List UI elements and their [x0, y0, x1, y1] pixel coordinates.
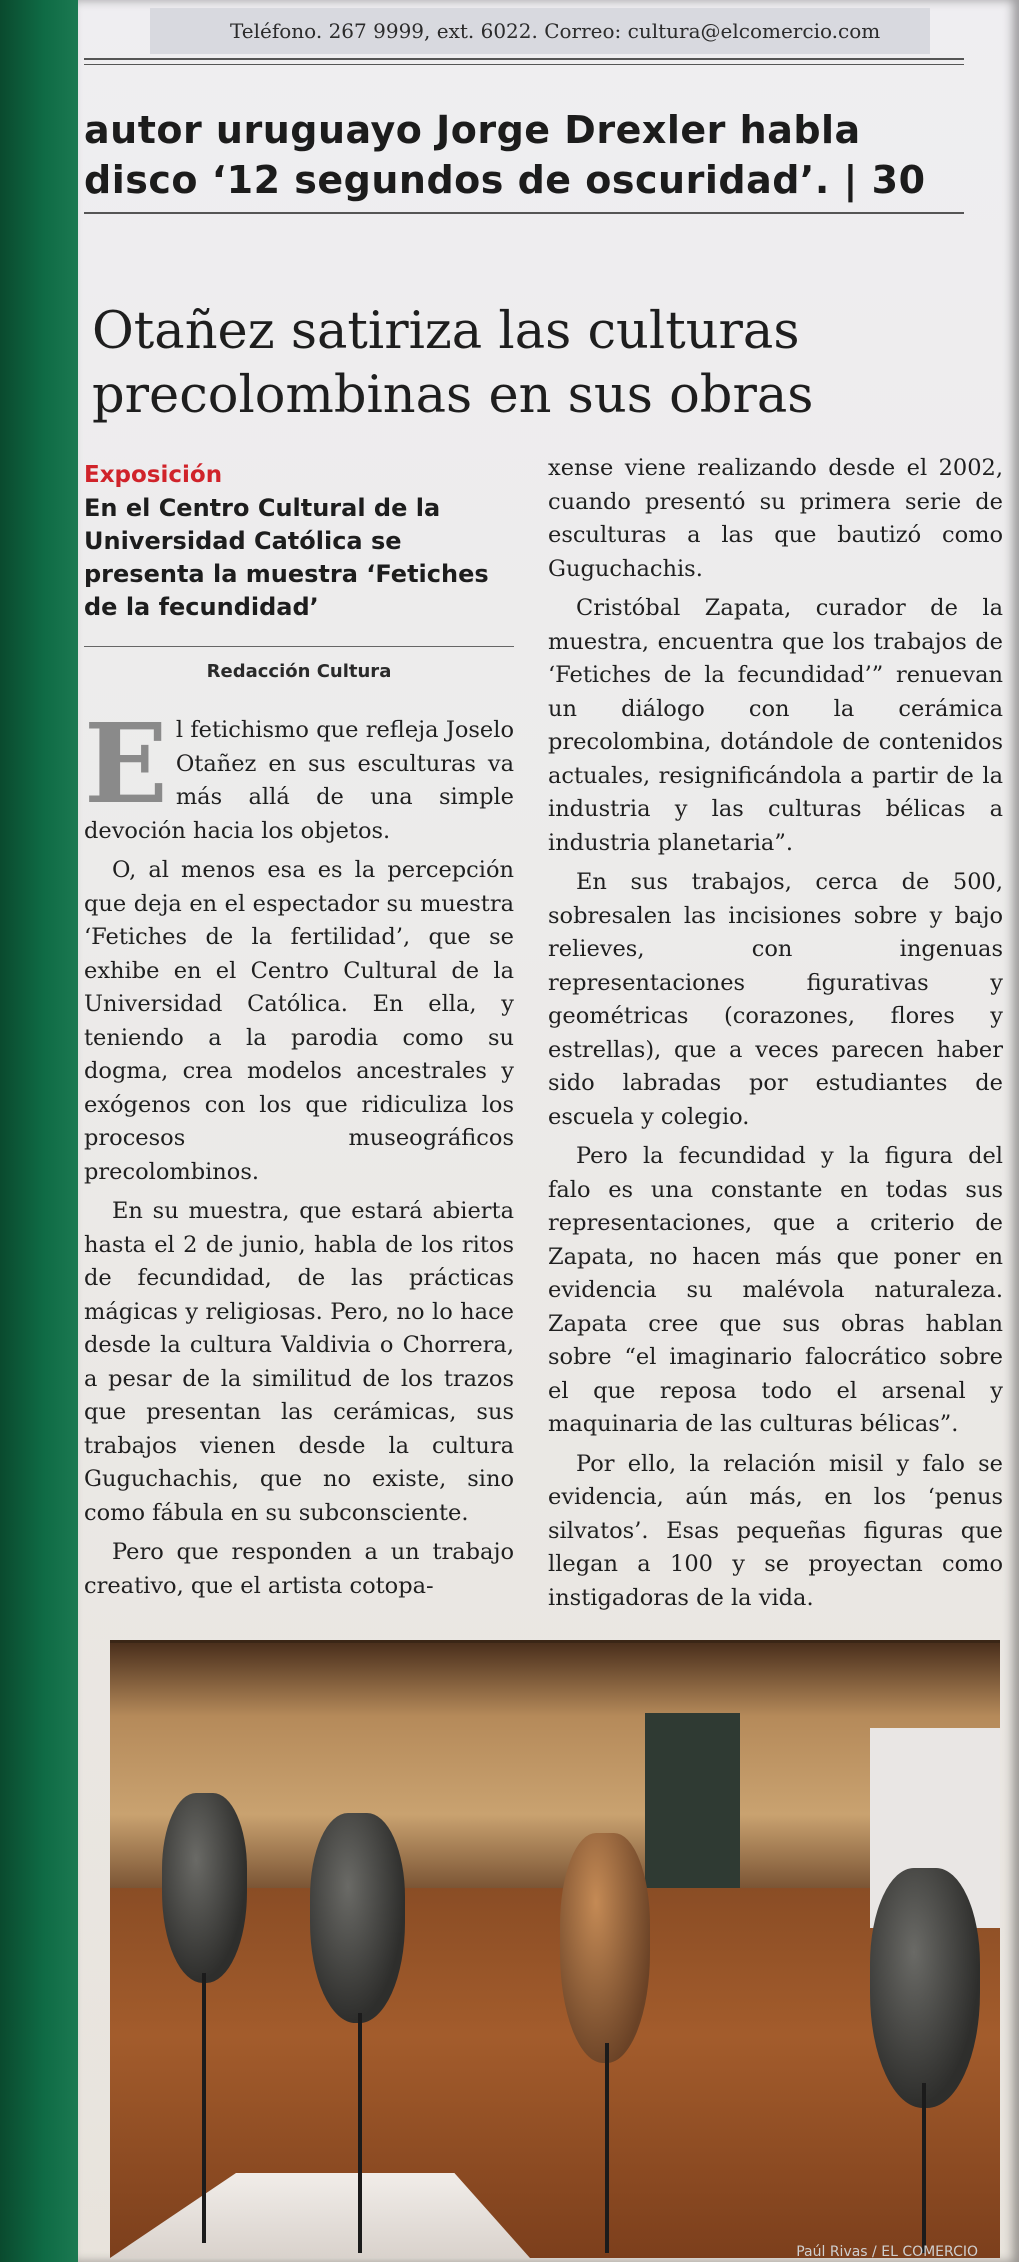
paragraph: Pero la fecundidad y la figura del falo es una constante en todas sus representaciones, que a criterio de Zapata, no hacen más que poner en evidencia su malévola naturaleza. Zapata cree que sus obras hablan sobre “el imaginario falocrático sobre el que reposa todo el arsenal y maquinaria de las culturas bélicas”. — [548, 1143, 1003, 1437]
teaser-page-ref: | 30 — [843, 158, 926, 202]
teaser-rule — [84, 212, 964, 214]
body-left — [84, 699, 514, 1603]
teaser — [84, 105, 944, 205]
byline-rule — [84, 646, 514, 647]
photo-ceramic-figure — [162, 1793, 247, 1983]
paragraph: En sus trabajos, cerca de 500, sobresalen las incisiones sobre y bajo relieves, con ingenuas representaciones figurativas y geométricas (corazones, flores y estrellas), que a veces parecen haber sido labradas por estudiantes de escuela y colegio. — [548, 869, 1003, 1130]
headline-line-2: precolombinas en sus obras — [92, 366, 814, 425]
paragraph-text: l fetichismo que refleja Joselo Otañez en sus esculturas va más allá de una simple devoción hacia los objetos. — [84, 717, 514, 844]
photo-figure-stand — [358, 2013, 362, 2253]
column-left — [84, 462, 514, 1603]
photo-figure-stand — [605, 2043, 609, 2253]
paragraph: Pero que responden a un trabajo creativo, que el artista cotopa- — [84, 1539, 514, 1599]
paragraph: En su muestra, que estará abierta hasta el 2 de junio, habla de los ritos de fecundidad, de las prácticas mágicas y religiosas. Pero, no lo hace desde la cultura Valdivia o Chorrera, a pesar de la similitud de los trazos que presentan las cerámicas, sus trabajos vienen desde la cultura Guguchachis, que no existe, sino como fábula en su subconsciente. — [84, 1198, 514, 1526]
header-rule — [84, 58, 964, 60]
photo-credit: Paúl Rivas / EL COMERCIO — [796, 2244, 978, 2258]
photo-figure-stand — [202, 1973, 206, 2243]
teaser-line-2: disco ‘12 segundos de oscuridad’. — [84, 158, 830, 202]
section-kicker: Exposición — [84, 462, 223, 488]
headline-line-1: Otañez satiriza las culturas — [92, 302, 800, 361]
drop-cap: E — [84, 699, 168, 828]
photo-figure-stand — [922, 2083, 926, 2253]
headline — [92, 300, 952, 428]
paragraph: Cristóbal Zapata, curador de la muestra, encuentra que los trabajos de ‘Fetiches de la fecundidad’” renuevan un diálogo con la cerámica precolombina, dotándole de contenidos actuales, resignificándola a partir de la industria y las culturas bélicas a industria planetaria”. — [548, 595, 1003, 856]
paragraph: Por ello, la relación misil y falo se evidencia, aún más, en los ‘penus silvatos’. Esas pequeñas figuras que llegan a 100 y se proyectan como instigadoras de la vida. — [548, 1450, 1003, 1611]
paragraph: xense viene realizando desde el 2002, cuando presentó su primera serie de esculturas a las que bautizó como Guguchachis. — [548, 455, 1003, 582]
deck: En el Centro Cultural de la Universidad Católica se presenta la muestra ‘Fetiches de la fecundidad’ — [84, 494, 489, 621]
photo-ceramic-figure — [870, 1868, 980, 2108]
teaser-line-2-wrap — [84, 155, 944, 205]
exhibition-photo — [110, 1640, 1000, 2258]
paragraph — [84, 699, 514, 848]
byline: Redacción Cultura — [206, 661, 392, 682]
column-right — [548, 452, 1003, 1615]
contact-line: Teléfono. 267 9999, ext. 6022. Correo: cultura@elcomercio.com — [150, 8, 930, 54]
photo-display-panel — [645, 1713, 740, 1888]
teaser-line-1: autor uruguayo Jorge Drexler habla — [84, 108, 861, 152]
header-rule-thin — [84, 64, 964, 65]
paragraph: O, al menos esa es la percepción que deja en el espectador su muestra ‘Fetiches de la fertilidad’, que se exhibe en el Centro Cultural de la Universidad Católica. En ella, y teniendo a la parodia como su dogma, crea modelos ancestrales y exógenos con los que ridiculiza los procesos museográficos precolombinos. — [84, 857, 514, 1185]
photo-ceramic-figure — [560, 1833, 650, 2063]
green-background-edge — [0, 0, 80, 2262]
photo-ceramic-figure — [310, 1813, 405, 2023]
